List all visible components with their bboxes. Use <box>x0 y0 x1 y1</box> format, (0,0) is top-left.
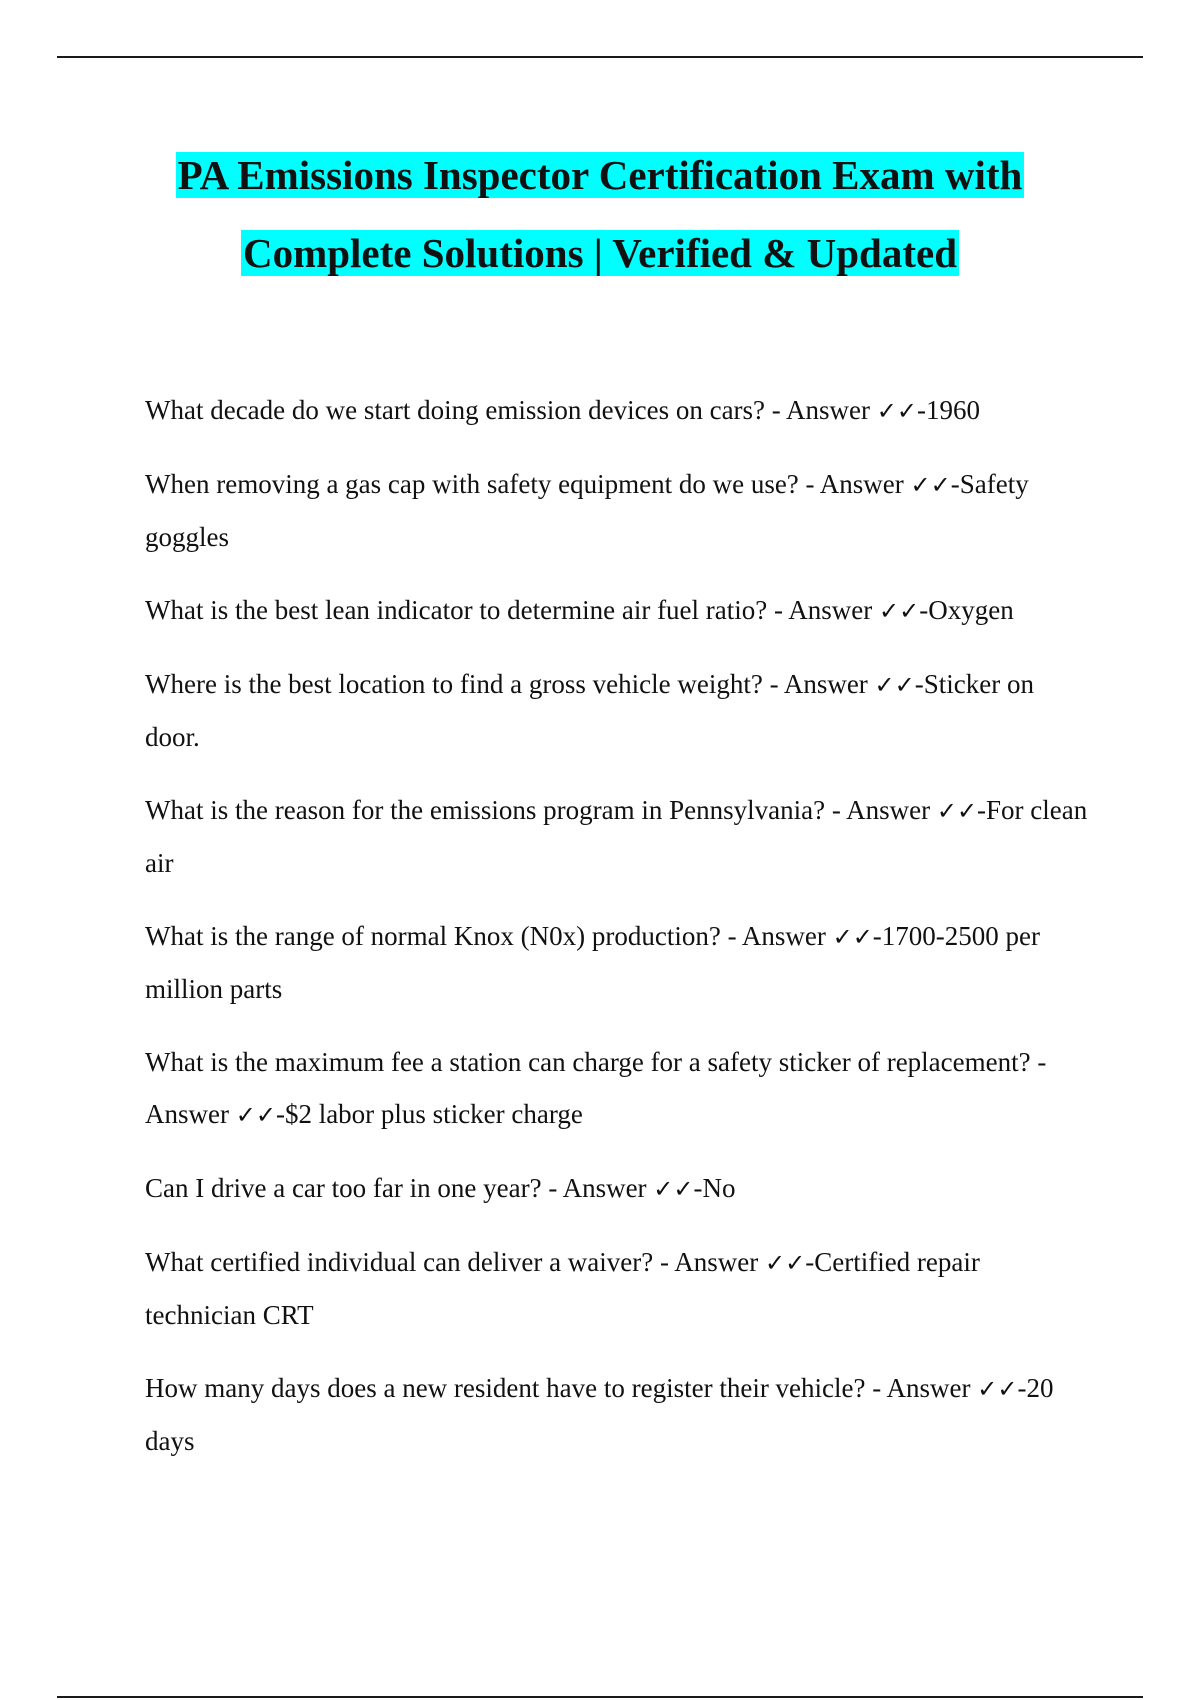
question: What is the best lean indicator to determine air fuel ratio? <box>145 595 768 625</box>
answer: -1960 <box>917 395 980 425</box>
qa-item <box>145 910 1095 1015</box>
footer-rule <box>57 1696 1143 1698</box>
title-line-1: PA Emissions Inspector Certification Exam with <box>177 152 1023 198</box>
answer: -Certified repair technician CRT <box>145 1247 980 1330</box>
answer-label: - Answer <box>767 595 879 625</box>
answer-label: - Answer <box>541 1173 654 1203</box>
check-icon: ✓✓ <box>876 397 917 425</box>
qa-item <box>145 584 1095 637</box>
title-line-2: Complete Solutions | Verified & Updated <box>242 230 958 276</box>
document-title <box>0 136 1200 292</box>
answer: -Sticker on door. <box>145 669 1034 752</box>
answer-label: - Answer <box>865 1373 978 1403</box>
check-icon: ✓✓ <box>977 1375 1018 1403</box>
qa-item <box>145 1362 1095 1467</box>
answer-label: - Answer <box>762 669 875 699</box>
check-icon: ✓✓ <box>936 797 978 825</box>
check-icon: ✓✓ <box>653 1175 694 1203</box>
question: What is the maximum fee a station can charge for a safety sticker of replacement? <box>145 1047 1031 1077</box>
qa-item <box>145 1036 1095 1141</box>
qa-item <box>145 1162 1095 1215</box>
check-icon: ✓✓ <box>879 597 920 625</box>
answer-label: - Answer <box>765 395 877 425</box>
check-icon: ✓✓ <box>832 923 873 951</box>
question: How many days does a new resident have to register their vehicle? <box>145 1373 866 1403</box>
check-icon: ✓✓ <box>874 671 915 699</box>
answer: -Safety goggles <box>145 469 1029 552</box>
answer-label: - Answer <box>653 1247 765 1277</box>
question: Can I drive a car too far in one year? <box>145 1173 542 1203</box>
answer: -1700-2500 per million parts <box>145 921 1041 1004</box>
check-icon: ✓✓ <box>910 471 951 499</box>
answer: -Oxygen <box>919 595 1014 625</box>
qa-item <box>145 384 1095 437</box>
qa-item <box>145 658 1095 763</box>
answer-label: - Answer <box>825 795 937 825</box>
question: When removing a gas cap with safety equipment do we use? <box>145 469 799 499</box>
answer-label: - Answer <box>145 1047 1047 1129</box>
question: What is the reason for the emissions program in Pennsylvania? <box>145 795 826 825</box>
question: What certified individual can deliver a waiver? <box>145 1247 654 1277</box>
question: What decade do we start doing emission devices on cars? <box>145 395 766 425</box>
question: Where is the best location to find a gross vehicle weight? <box>145 669 763 699</box>
check-icon: ✓✓ <box>765 1249 806 1277</box>
header-rule <box>57 56 1143 58</box>
qa-item <box>145 784 1095 889</box>
answer: -20 days <box>145 1373 1054 1456</box>
qa-item <box>145 458 1095 563</box>
answer-label: - Answer <box>798 469 911 499</box>
question: What is the range of normal Knox (N0x) production? <box>145 921 721 951</box>
qa-list <box>145 384 1095 1488</box>
answer-label: - Answer <box>720 921 833 951</box>
answer: -No <box>693 1173 736 1203</box>
qa-item <box>145 1236 1095 1341</box>
answer: -For clean air <box>145 795 1088 878</box>
check-icon: ✓✓ <box>235 1101 276 1129</box>
answer: -$2 labor plus sticker charge <box>275 1099 583 1129</box>
